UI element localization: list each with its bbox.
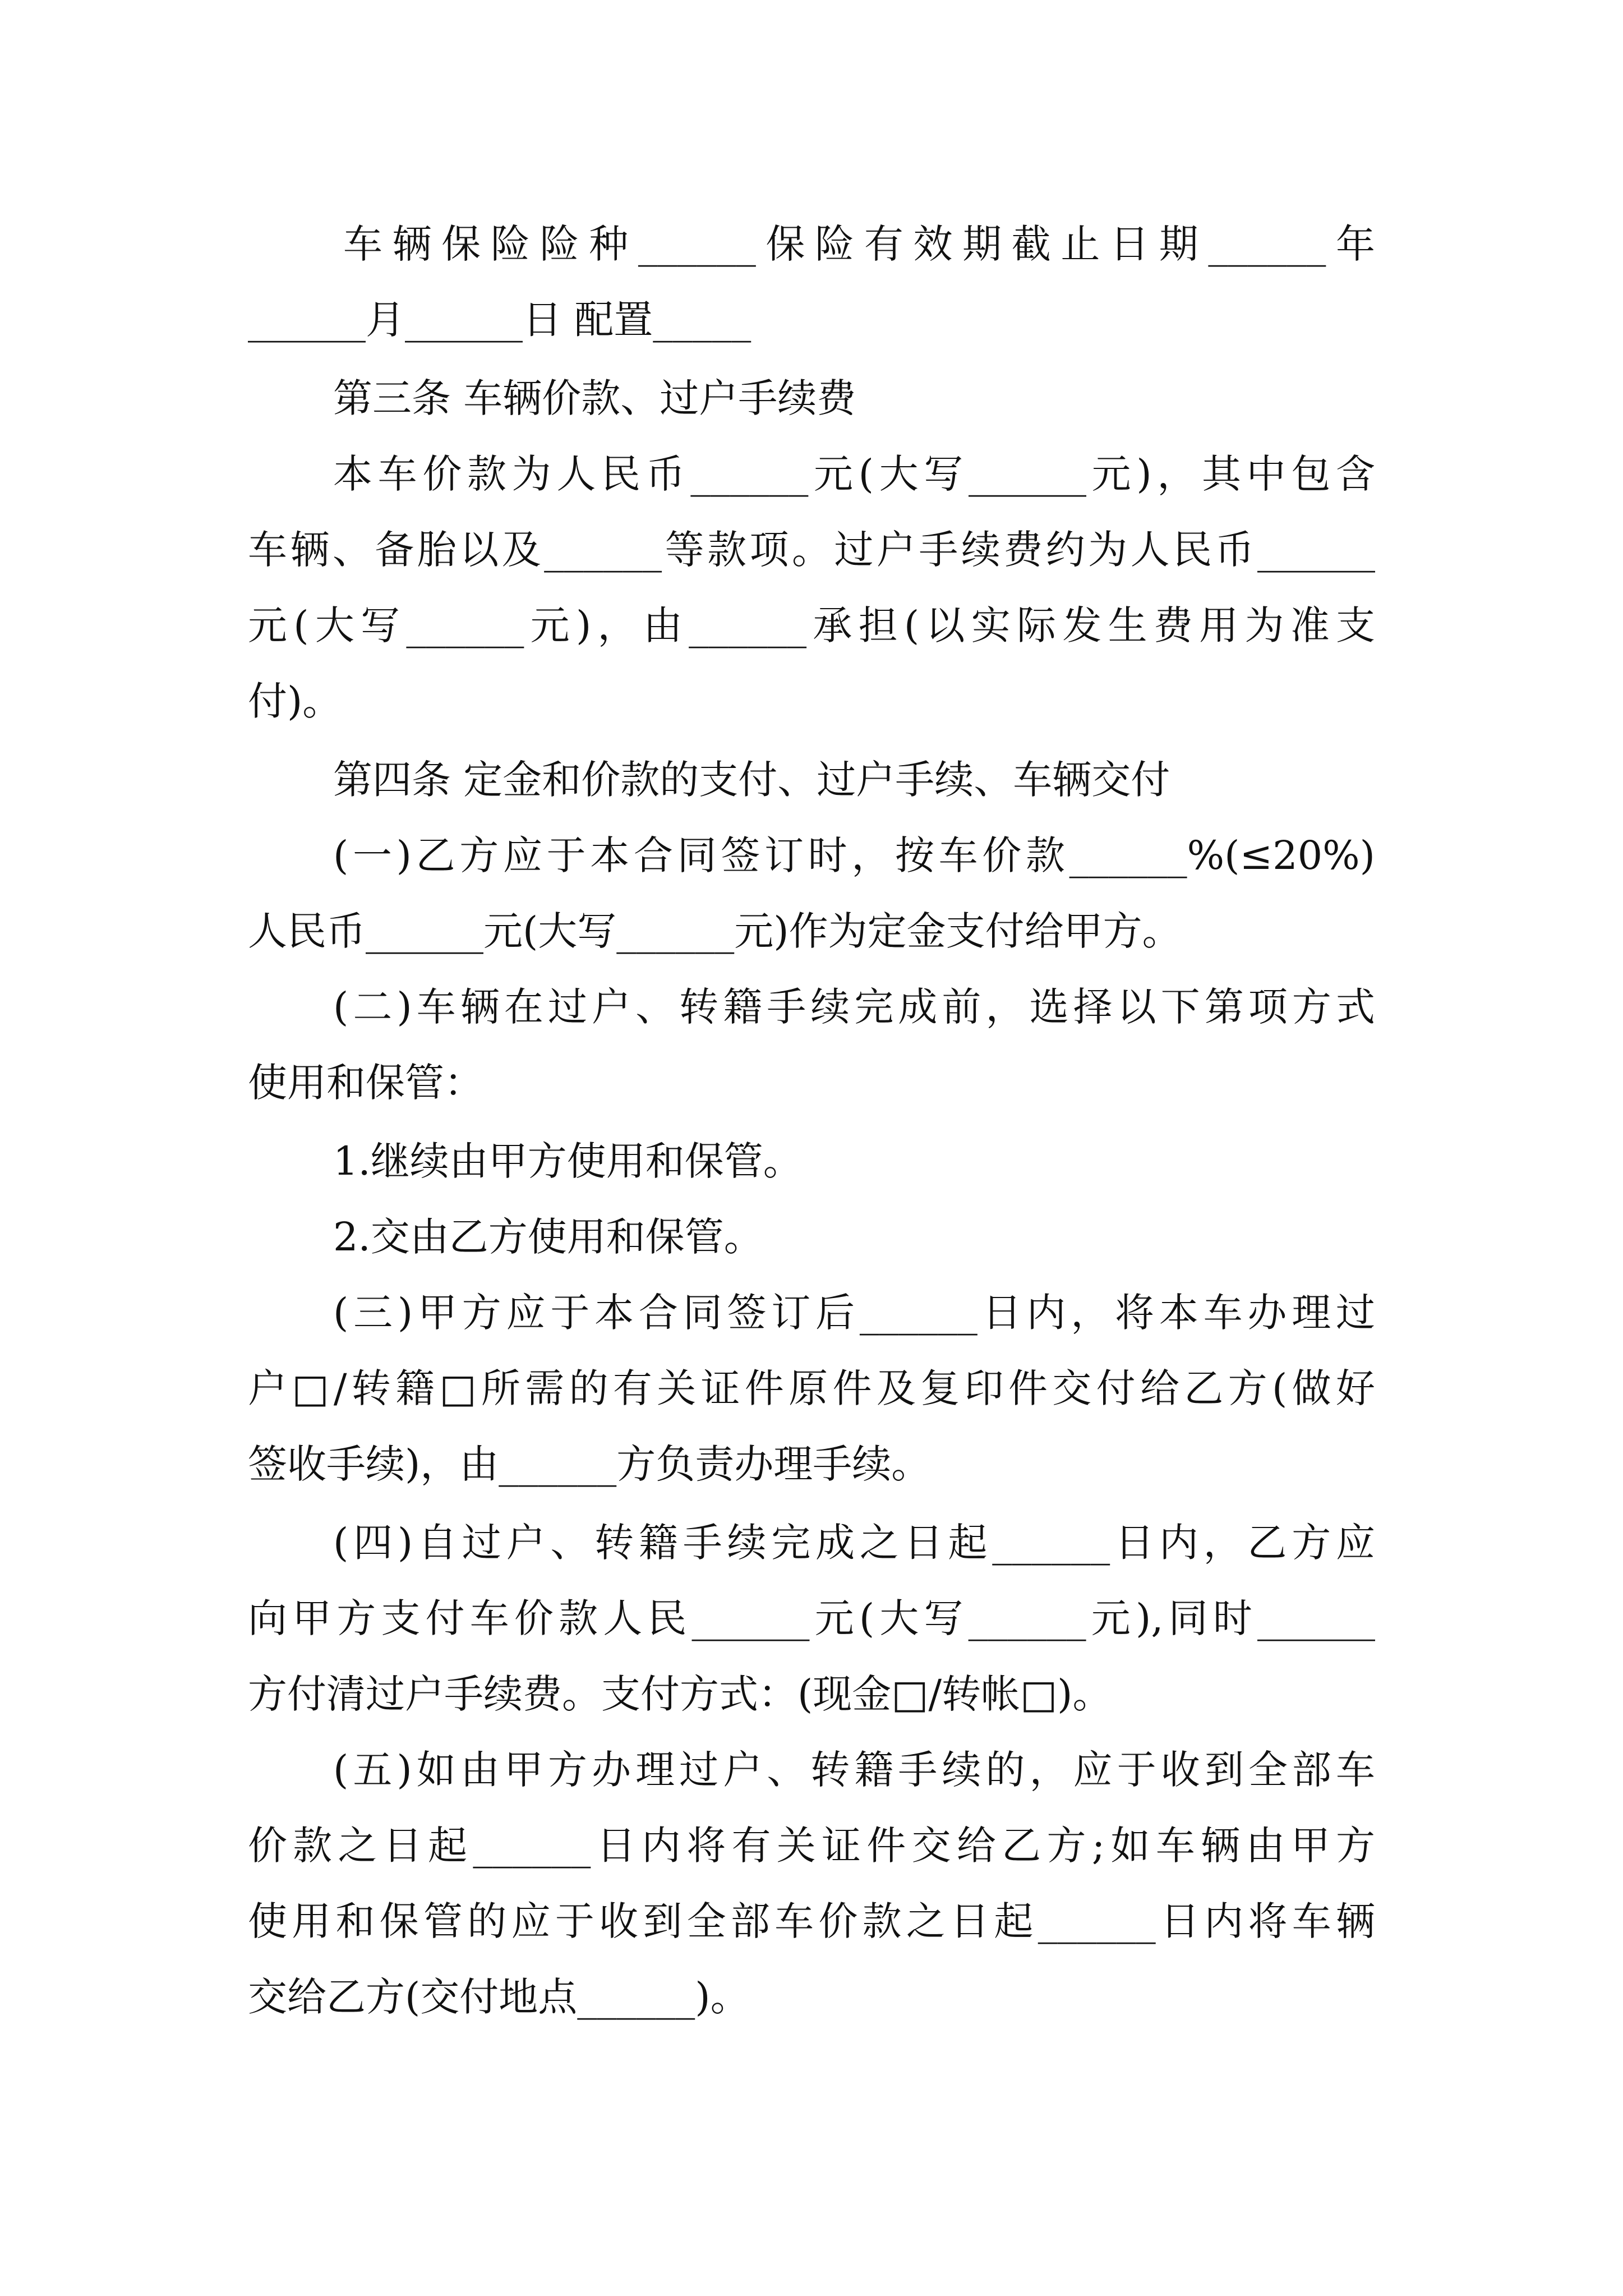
text-line: 付)。	[248, 678, 342, 724]
text-line: 签收手续)，由______方负责办理手续。	[248, 1441, 931, 1487]
text-line: 户□/转籍□所需的有关证件原件及复印件交付给乙方(做好	[248, 1365, 1375, 1411]
text-line: 向甲方支付车价款人民______元(大写______元),同时______	[248, 1595, 1375, 1641]
text-line: 本车价款为人民币______元(大写______元)，其中包含	[333, 451, 1375, 497]
text-line: (四)自过户、转籍手续完成之日起______日内，乙方应	[333, 1520, 1375, 1566]
text-line: (二)车辆在过户、转籍手续完成前，选择以下第项方式	[333, 984, 1375, 1030]
text-line: 交给乙方(交付地点______)。	[248, 1974, 750, 2020]
text-line: (三)甲方应于本合同签订后______日内，将本车办理过	[333, 1290, 1375, 1336]
text-line: 使用和保管的应于收到全部车价款之日起______日内将车辆	[248, 1898, 1375, 1944]
text-line: 价款之日起______日内将有关证件交给乙方;如车辆由甲方	[248, 1823, 1375, 1869]
section-heading: 第三条 车辆价款、过户手续费	[333, 375, 856, 421]
text-line: ______月______日 配置_____	[248, 297, 751, 343]
list-item: 1.继续由甲方使用和保管。	[333, 1138, 803, 1184]
text-line: (一)乙方应于本合同签订时，按车价款______%(≤20%)	[333, 832, 1375, 878]
text-line: 人民币______元(大写______元)作为定金支付给甲方。	[248, 908, 1182, 954]
list-item: 2.交由乙方使用和保管。	[333, 1214, 763, 1260]
text-line: 使用和保管：	[248, 1060, 483, 1106]
text-line: 车辆、备胎以及______等款项。过户手续费约为人民币______	[248, 527, 1375, 573]
text-line: (五)如由甲方办理过户、转籍手续的，应于收到全部车	[333, 1747, 1375, 1793]
text-line: 车辆保险险种______保险有效期截止日期______年	[343, 221, 1375, 267]
section-heading: 第四条 定金和价款的支付、过户手续、车辆交付	[333, 757, 1170, 803]
text-line: 元(大写______元)，由______承担(以实际发生费用为准支	[248, 602, 1375, 648]
text-line: 方付清过户手续费。支付方式：(现金□/转帐□)。	[248, 1671, 1112, 1717]
